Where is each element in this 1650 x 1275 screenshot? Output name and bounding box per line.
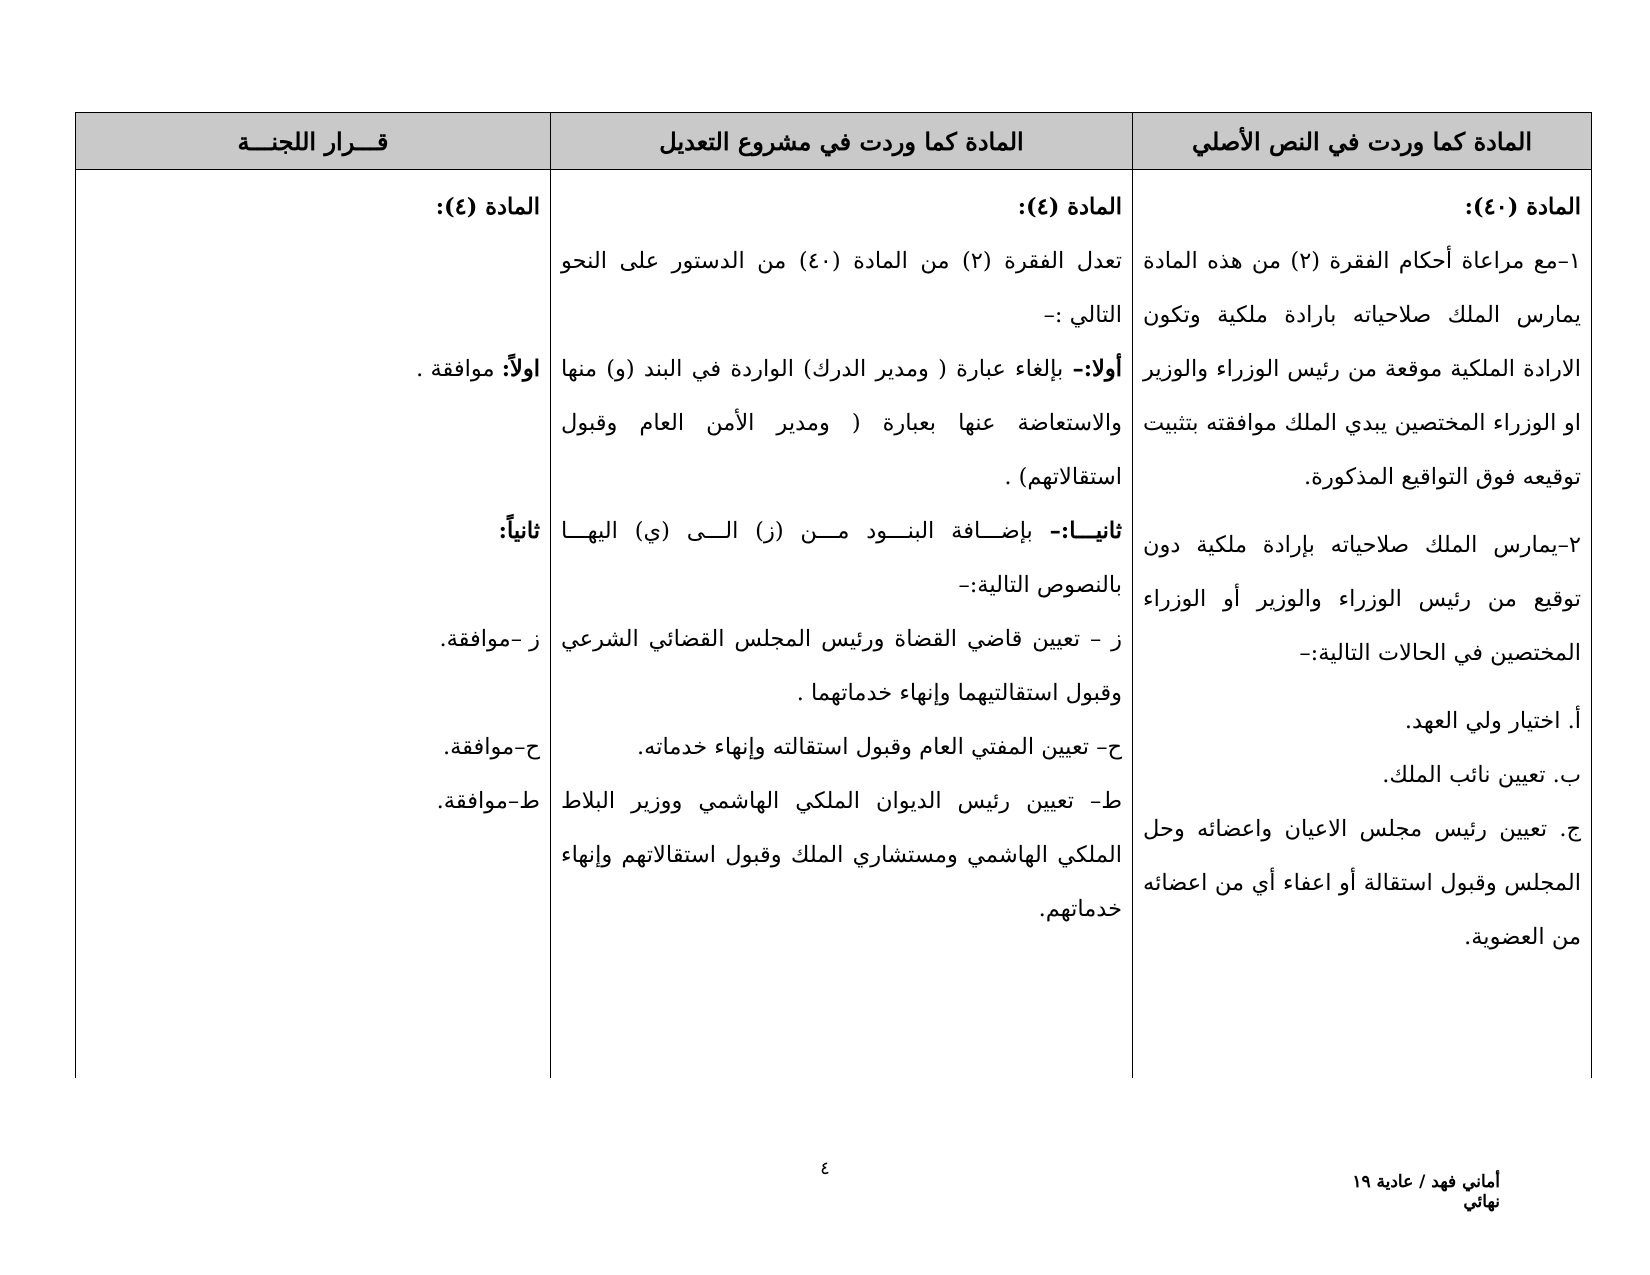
amendment-item-z: ز – تعيين قاضي القضاة ورئيس المجلس القضائي الشرعي وقبول استقالتيهما وإنهاء خدماتهما . — [561, 626, 1122, 706]
original-item-c: ج. تعيين رئيس مجلس الاعيان واعضائه وحل المجلس وقبول استقالة أو اعفاء أي من اعضائه من العضوية. — [1143, 816, 1581, 950]
content-row — [76, 170, 1592, 1079]
amendment-second-clause — [561, 504, 1122, 612]
comparison-table-wrapper — [75, 112, 1591, 1078]
amendment-first-label: أولا:– — [1072, 356, 1122, 382]
decision-item-t: ط–موافقة. — [436, 788, 540, 814]
decision-item-h: ح–موافقة. — [442, 734, 540, 760]
decision-first-label: اولاً: — [501, 356, 540, 382]
amendment-item-t: ط– تعيين رئيس الديوان الملكي الهاشمي ووزير البلاط الملكي الهاشمي ومستشاري الملك وقبول استقالاتهم وإنهاء خدماتهم. — [561, 788, 1122, 922]
amendment-second-text: بإضـــافة البنـــود مـــن (ز) الـــى (ي) اليهـــا بالنصوص التالية:– — [561, 518, 1122, 598]
decision-article-title: المادة (٤): — [435, 194, 540, 220]
comparison-table — [75, 112, 1592, 1078]
page-number: ٤ — [820, 1158, 830, 1179]
footer-note: أماني فهد / عادية ١٩ نهائي — [1352, 1172, 1500, 1212]
decision-first-text: موافقة . — [416, 356, 502, 382]
original-paragraph-2: ٢–يمارس الملك صلاحياته بإرادة ملكية دون توقيع من رئيس الوزراء والوزير أو الوزراء المختصين في الحالات التالية:– — [1143, 532, 1581, 666]
amendment-second-label: ثانيـــا:– — [1049, 518, 1122, 544]
decision-item-z: ز –موافقة. — [439, 626, 540, 652]
header-original-text: المادة كما وردت في النص الأصلي — [1133, 113, 1592, 170]
amendment-first-text: بإلغاء عبارة ( ومدير الدرك) الواردة في البند (و) منها والاستعاضة عنها بعبارة ( ومدير الأمن العام وقبول استقالاتهم) . — [561, 356, 1122, 490]
decision-second-label: ثانياً: — [498, 518, 540, 544]
amendment-item-h: ح– تعيين المفتي العام وقبول استقالته وإنهاء خدماته. — [637, 734, 1122, 760]
header-committee-decision: قـــرار اللجنـــة — [76, 113, 551, 170]
amendment-article-title: المادة (٤): — [1017, 194, 1122, 220]
original-article-title: المادة (٤٠): — [1464, 194, 1581, 220]
decision-cell — [76, 170, 551, 1079]
amendment-intro: تعدل الفقرة (٢) من المادة (٤٠) من الدستور على النحو التالي :– — [561, 248, 1122, 328]
header-amendment-text: المادة كما وردت في مشروع التعديل — [551, 113, 1133, 170]
original-item-a: أ. اختيار ولي العهد. — [1404, 708, 1581, 734]
decision-first-clause — [86, 342, 540, 396]
header-row — [76, 113, 1592, 170]
original-item-b: ب. تعيين نائب الملك. — [1382, 762, 1581, 788]
original-paragraph-1: ١–مع مراعاة أحكام الفقرة (٢) من هذه المادة يمارس الملك صلاحياته بارادة ملكية وتكون الارادة الملكية موقعة من رئيس الوزراء والوزير او الوزراء المختصين يبدي الملك موافقته بتثبيت توقيعه فوق التواقيع المذكورة. — [1143, 248, 1582, 490]
amendment-first-clause — [561, 342, 1122, 504]
original-text-cell — [1133, 170, 1592, 1079]
amendment-text-cell — [551, 170, 1133, 1079]
